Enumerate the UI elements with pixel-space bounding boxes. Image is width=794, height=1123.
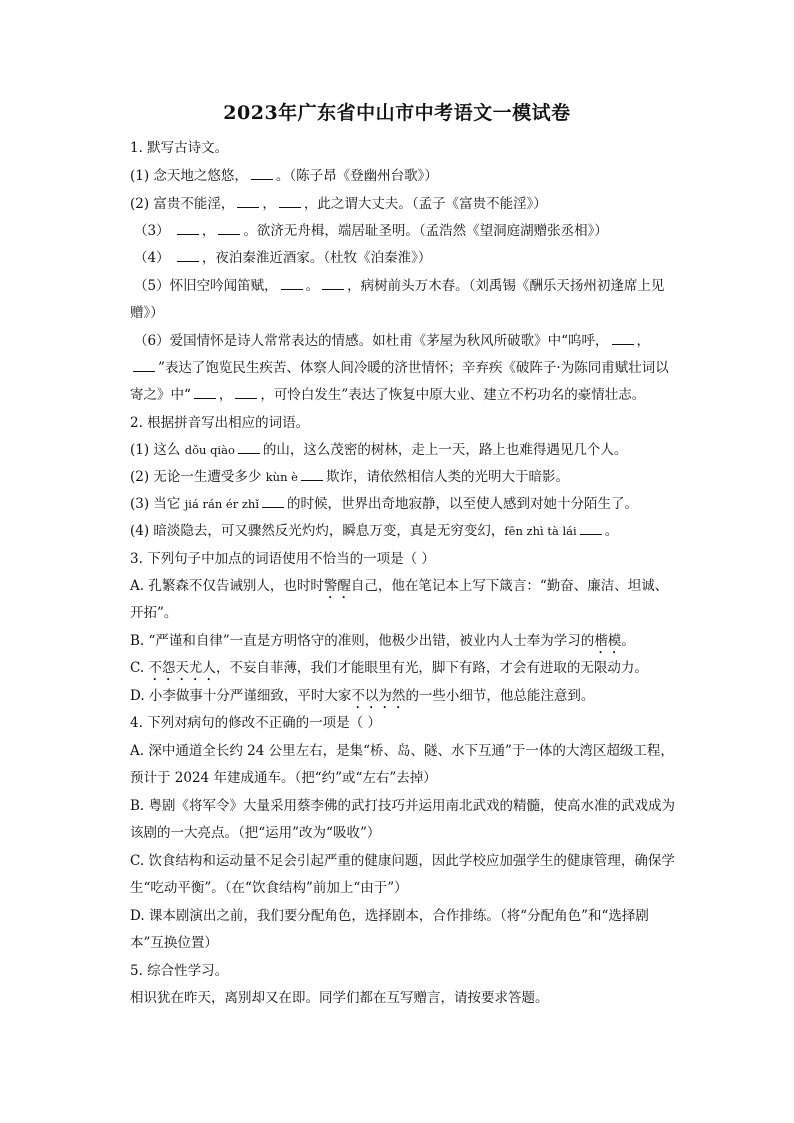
answer-blank[interactable] [262, 495, 284, 508]
q2-heading: 2. 根据拼音写出相应的词语。 [130, 415, 310, 431]
answer-blank[interactable] [301, 468, 323, 481]
dotted-word: 不以为然 [351, 688, 406, 704]
q3-option-d[interactable]: D. 小李做事十分严谨细致，平时大家不以为然的一些小细节，他总能注意到。 [130, 688, 595, 704]
q1-heading: 1. 默写古诗文。 [130, 140, 229, 156]
answer-blank[interactable] [281, 277, 303, 290]
answer-blank[interactable] [322, 277, 344, 290]
answer-blank[interactable] [238, 441, 260, 454]
answer-blank[interactable] [279, 195, 301, 208]
q3-option-a[interactable]: A. 孔繁森不仅告诫别人，也时时警醒自己，他在笔记本上写下箴言：“勤奋、廉洁、坦诚、 [130, 578, 669, 594]
q1-item-5-cont: 赠》） [130, 305, 164, 321]
dotted-word: 警醒 [323, 578, 351, 594]
q1-item-3: （3） ， 。欲济无舟楫，端居耻圣明。（孟浩然《望洞庭湖赠张丞相》） [134, 223, 608, 239]
answer-blank[interactable] [177, 249, 199, 262]
answer-blank[interactable] [251, 167, 273, 180]
q2-item-3: (3) 当它 jiá rán ér zhǐ 的时候，世界出奇地寂静，以至使人感到对她十分陌生了。 [130, 496, 638, 512]
answer-blank[interactable] [177, 222, 199, 235]
q1-item-4: （4） ，夜泊秦淮近酒家。（杜牧《泊秦淮》） [134, 250, 432, 266]
q4-option-b-cont: 该剧的一大亮点。（把“运用”改为“吸收”） [130, 825, 381, 841]
q1-item-1: (1) 念天地之悠悠， 。（陈子昂《登幽州台歌》） [130, 168, 438, 184]
page-title: 2023年广东省中山市中考语文一模试卷 [223, 102, 571, 124]
answer-blank[interactable] [133, 359, 155, 372]
dotted-word: 楷模 [594, 633, 622, 649]
q4-option-a[interactable]: A. 深中通道全长约 24 公里左右，是集“桥、岛、隧、水下互通”于一体的大湾区超级工程， [130, 743, 674, 759]
q3-heading: 3. 下列句子中加点的词语使用不恰当的一项是（ ） [130, 551, 435, 567]
q1-item-6-line-2: ”表达了饱览民生疾苦、体察人间冷暖的济世情怀；辛弃疾《破阵子·为陈同甫赋壮词以 [130, 356, 700, 376]
dotted-word: 不怨天尤人 [148, 660, 216, 676]
q4-option-b[interactable]: B. 粤剧《将军令》大量采用蔡李佛的武打技巧并运用南北武戏的精髓，使高水准的武戏成为 [130, 798, 676, 814]
q1-item-6: （6）爱国情怀是诗人常常表达的情感。如杜甫《茅屋为秋风所破歌》中“呜呼， ， [134, 333, 650, 349]
answer-blank[interactable] [612, 332, 634, 345]
q1-item-6-line-3: 寄之》中“ ， ，可怜白发生”表达了恢复中原大业、建立不朽功名的豪情壮志。 [130, 387, 646, 403]
q5-body: 相识犹在昨天，离别却又在即。同学们都在互写赠言，请按要求答题。 [130, 990, 549, 1006]
q2-item-4: (4) 暗淡隐去，可又骤然反光灼灼，瞬息万变，真是无穷变幻，fēn zhì tà lái 。 [130, 523, 619, 539]
answer-blank[interactable] [237, 195, 259, 208]
q2-item-1: (1) 这么 dǒu qiào 的山，这么茂密的树林，走上一天，路上也难得遇见几个人。 [130, 442, 628, 458]
q4-option-c[interactable]: C. 饮食结构和运动量不足会引起严重的健康问题，因此学校应加强学生的健康管理，确保学 [130, 853, 675, 869]
q1-item-5: （5）怀旧空吟闻笛赋， 。 ，病树前头万木春。（刘禹锡《酬乐天扬州初逢席上见 [134, 278, 665, 294]
q4-option-a-cont: 预计于 2024 年建成通车。（把“约”或“左右”去掉） [130, 770, 437, 786]
q4-option-c-cont: 生“吃动平衡”。（在“饮食结构”前加上“由于”） [130, 880, 408, 896]
q2-item-2: (2) 无论一生遭受多少 kùn è 欺诈，请依然相信人类的光明大于暗影。 [130, 469, 569, 485]
q1-item-2: (2) 富贵不能淫， ， ，此之谓大丈夫。（孟子《富贵不能淫》） [130, 196, 547, 212]
answer-blank[interactable] [235, 386, 257, 399]
answer-blank[interactable] [580, 522, 602, 535]
q4-option-d-cont: 本”互换位置） [130, 935, 218, 951]
q4-heading: 4. 下列对病句的修改不正确的一项是（ ） [130, 715, 381, 731]
q3-option-c[interactable]: C. 不怨天尤人，不妄自菲薄，我们才能眼里有光，脚下有路，才会有进取的无限动力。 [130, 660, 648, 676]
q5-heading: 5. 综合性学习。 [130, 963, 229, 979]
q3-option-b[interactable]: B. “严谨和自律”一直是方明恪守的准则，他极少出错，被业内人士奉为学习的楷模。 [130, 633, 635, 649]
answer-blank[interactable] [194, 386, 216, 399]
q3-option-a-cont: 开拓”。 [130, 605, 178, 621]
q4-option-d[interactable]: D. 课本剧演出之前，我们要分配角色，选择剧本，合作排练。（将“分配角色”和“选择剧 [130, 908, 649, 924]
answer-blank[interactable] [218, 222, 240, 235]
